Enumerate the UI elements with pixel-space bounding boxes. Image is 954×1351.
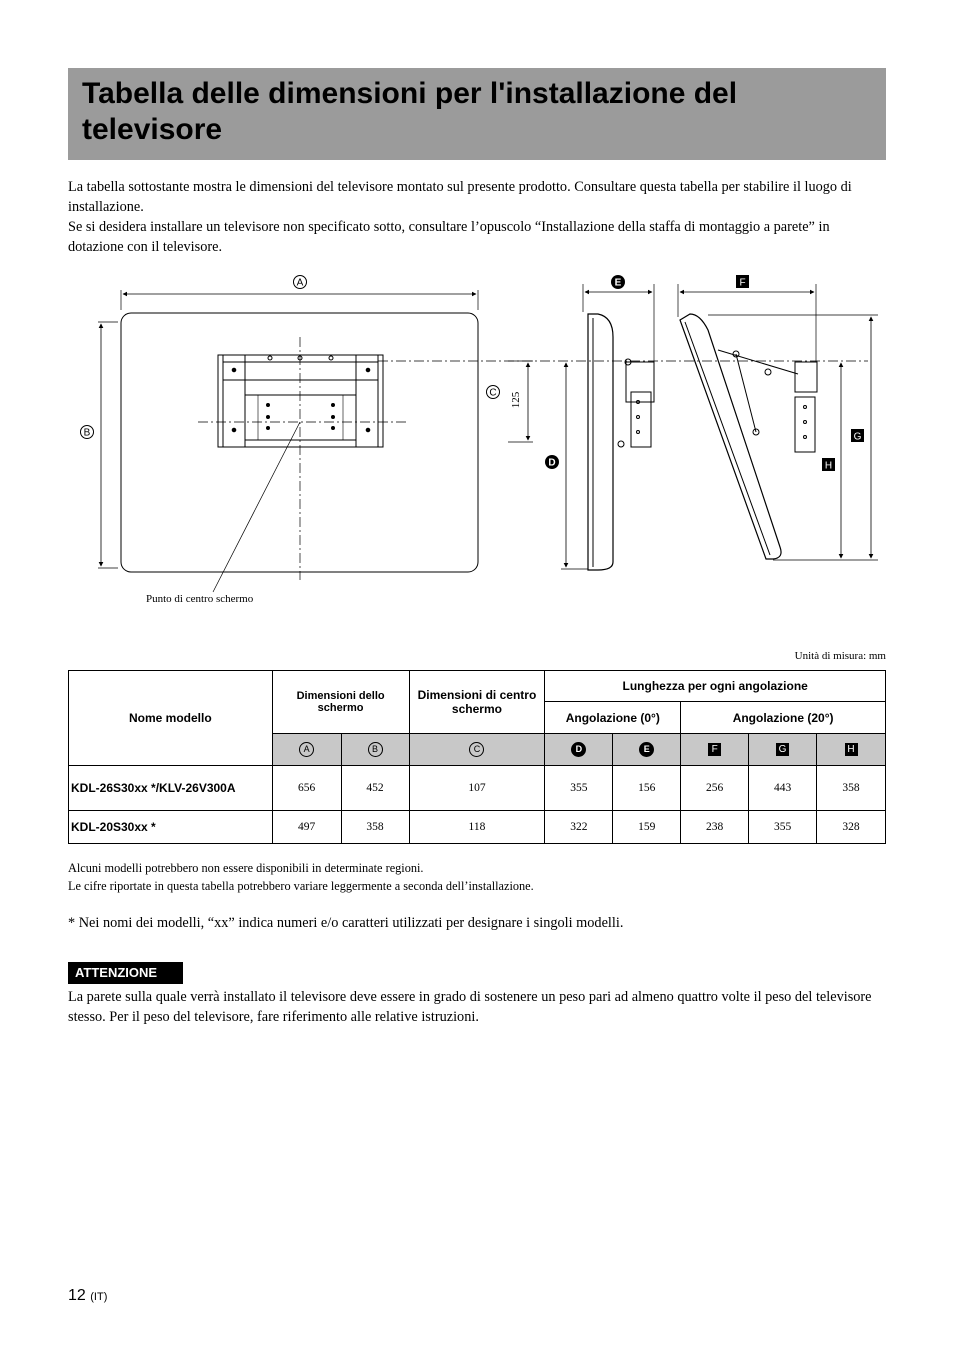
intro-text xyxy=(68,177,886,257)
intro-line-2: Se si desidera installare un televisore non specificato sotto, consultare l’opuscolo “Installazione della staffa di montaggio a parete” in dotazione con il televisore. xyxy=(68,219,830,255)
table-row xyxy=(69,766,886,811)
page-lang: (IT) xyxy=(90,1291,108,1303)
cell-value: 452 xyxy=(341,766,409,811)
header-center-dims: Dimensioni di centro schermo xyxy=(409,671,545,734)
cell-value: 256 xyxy=(681,766,749,811)
col-letter-c: C xyxy=(469,742,484,757)
cell-value: 358 xyxy=(341,811,409,844)
header-screen-dims: Dimensioni dello schermo xyxy=(272,671,409,734)
note-line-2: Le cifre riportate in questa tabella potrebbero variare leggermente a seconda dell’installazione. xyxy=(68,879,534,893)
col-letter-d: D xyxy=(571,742,586,757)
col-letter-h: H xyxy=(845,743,858,756)
dim-125-label: 125 xyxy=(510,391,522,409)
installation-diagram xyxy=(68,262,886,612)
header-angle-20: Angolazione (20°) xyxy=(681,702,886,734)
page-number xyxy=(68,1287,107,1305)
col-letter-f: F xyxy=(708,743,721,756)
cell-value: 238 xyxy=(681,811,749,844)
row-model: KDL-26S30xx */KLV-26V300A xyxy=(69,766,273,811)
col-letter-b: B xyxy=(368,742,383,757)
label-g: G xyxy=(853,431,862,443)
header-model: Nome modello xyxy=(69,671,273,766)
col-letter-g: G xyxy=(776,743,789,756)
table-row xyxy=(69,811,886,844)
page-title: Tabella delle dimensioni per l'installazione del televisore xyxy=(82,77,738,146)
cell-value: 443 xyxy=(749,766,817,811)
cell-value: 355 xyxy=(749,811,817,844)
cell-value: 328 xyxy=(817,811,886,844)
tv-side-0-outline xyxy=(588,314,613,570)
cell-value: 497 xyxy=(272,811,341,844)
cell-value: 156 xyxy=(613,766,681,811)
unit-note: Unità di misura: mm xyxy=(794,650,886,662)
row-model: KDL-20S30xx * xyxy=(69,811,273,844)
tv-front-outline xyxy=(121,313,478,572)
cell-value: 159 xyxy=(613,811,681,844)
label-a: A xyxy=(296,277,304,289)
label-f: F xyxy=(739,277,746,289)
note-line-1: Alcuni modelli potrebbero non essere disponibili in determinate regioni. xyxy=(68,861,424,875)
caution-label: ATTENZIONE xyxy=(68,962,183,984)
col-letter-e: E xyxy=(639,742,654,757)
caution-text: La parete sulla quale verrà installato il televisore deve essere in grado di sostenere un peso pari ad almeno quattro volte il peso del televisore stesso. Per il peso del televisore, fare riferimento alle relative istruzioni. xyxy=(68,989,872,1025)
title-band xyxy=(68,68,886,160)
header-angle-0: Angolazione (0°) xyxy=(545,702,681,734)
page-number-value: 12 xyxy=(68,1287,86,1304)
cell-value: 322 xyxy=(545,811,613,844)
cell-value: 118 xyxy=(409,811,545,844)
label-d: D xyxy=(548,457,556,469)
footnote: * Nei nomi dei modelli, “xx” indica numeri e/o caratteri utilizzati per designare i singoli modelli. xyxy=(68,915,624,931)
center-point-label: Punto di centro schermo xyxy=(146,593,254,605)
cell-value: 656 xyxy=(272,766,341,811)
dimensions-table xyxy=(68,670,886,844)
col-letter-a: A xyxy=(299,742,314,757)
intro-line-1: La tabella sottostante mostra le dimensioni del televisore montato sul presente prodotto. Consultare questa tabella per stabilire il luogo di installazione. xyxy=(68,179,852,215)
table-notes xyxy=(68,859,886,895)
cell-value: 107 xyxy=(409,766,545,811)
label-c: C xyxy=(489,387,497,399)
cell-value: 355 xyxy=(545,766,613,811)
label-b: B xyxy=(83,427,91,439)
label-e: E xyxy=(614,277,622,289)
cell-value: 358 xyxy=(817,766,886,811)
label-h: H xyxy=(824,460,833,472)
header-length: Lunghezza per ogni angolazione xyxy=(545,671,886,702)
